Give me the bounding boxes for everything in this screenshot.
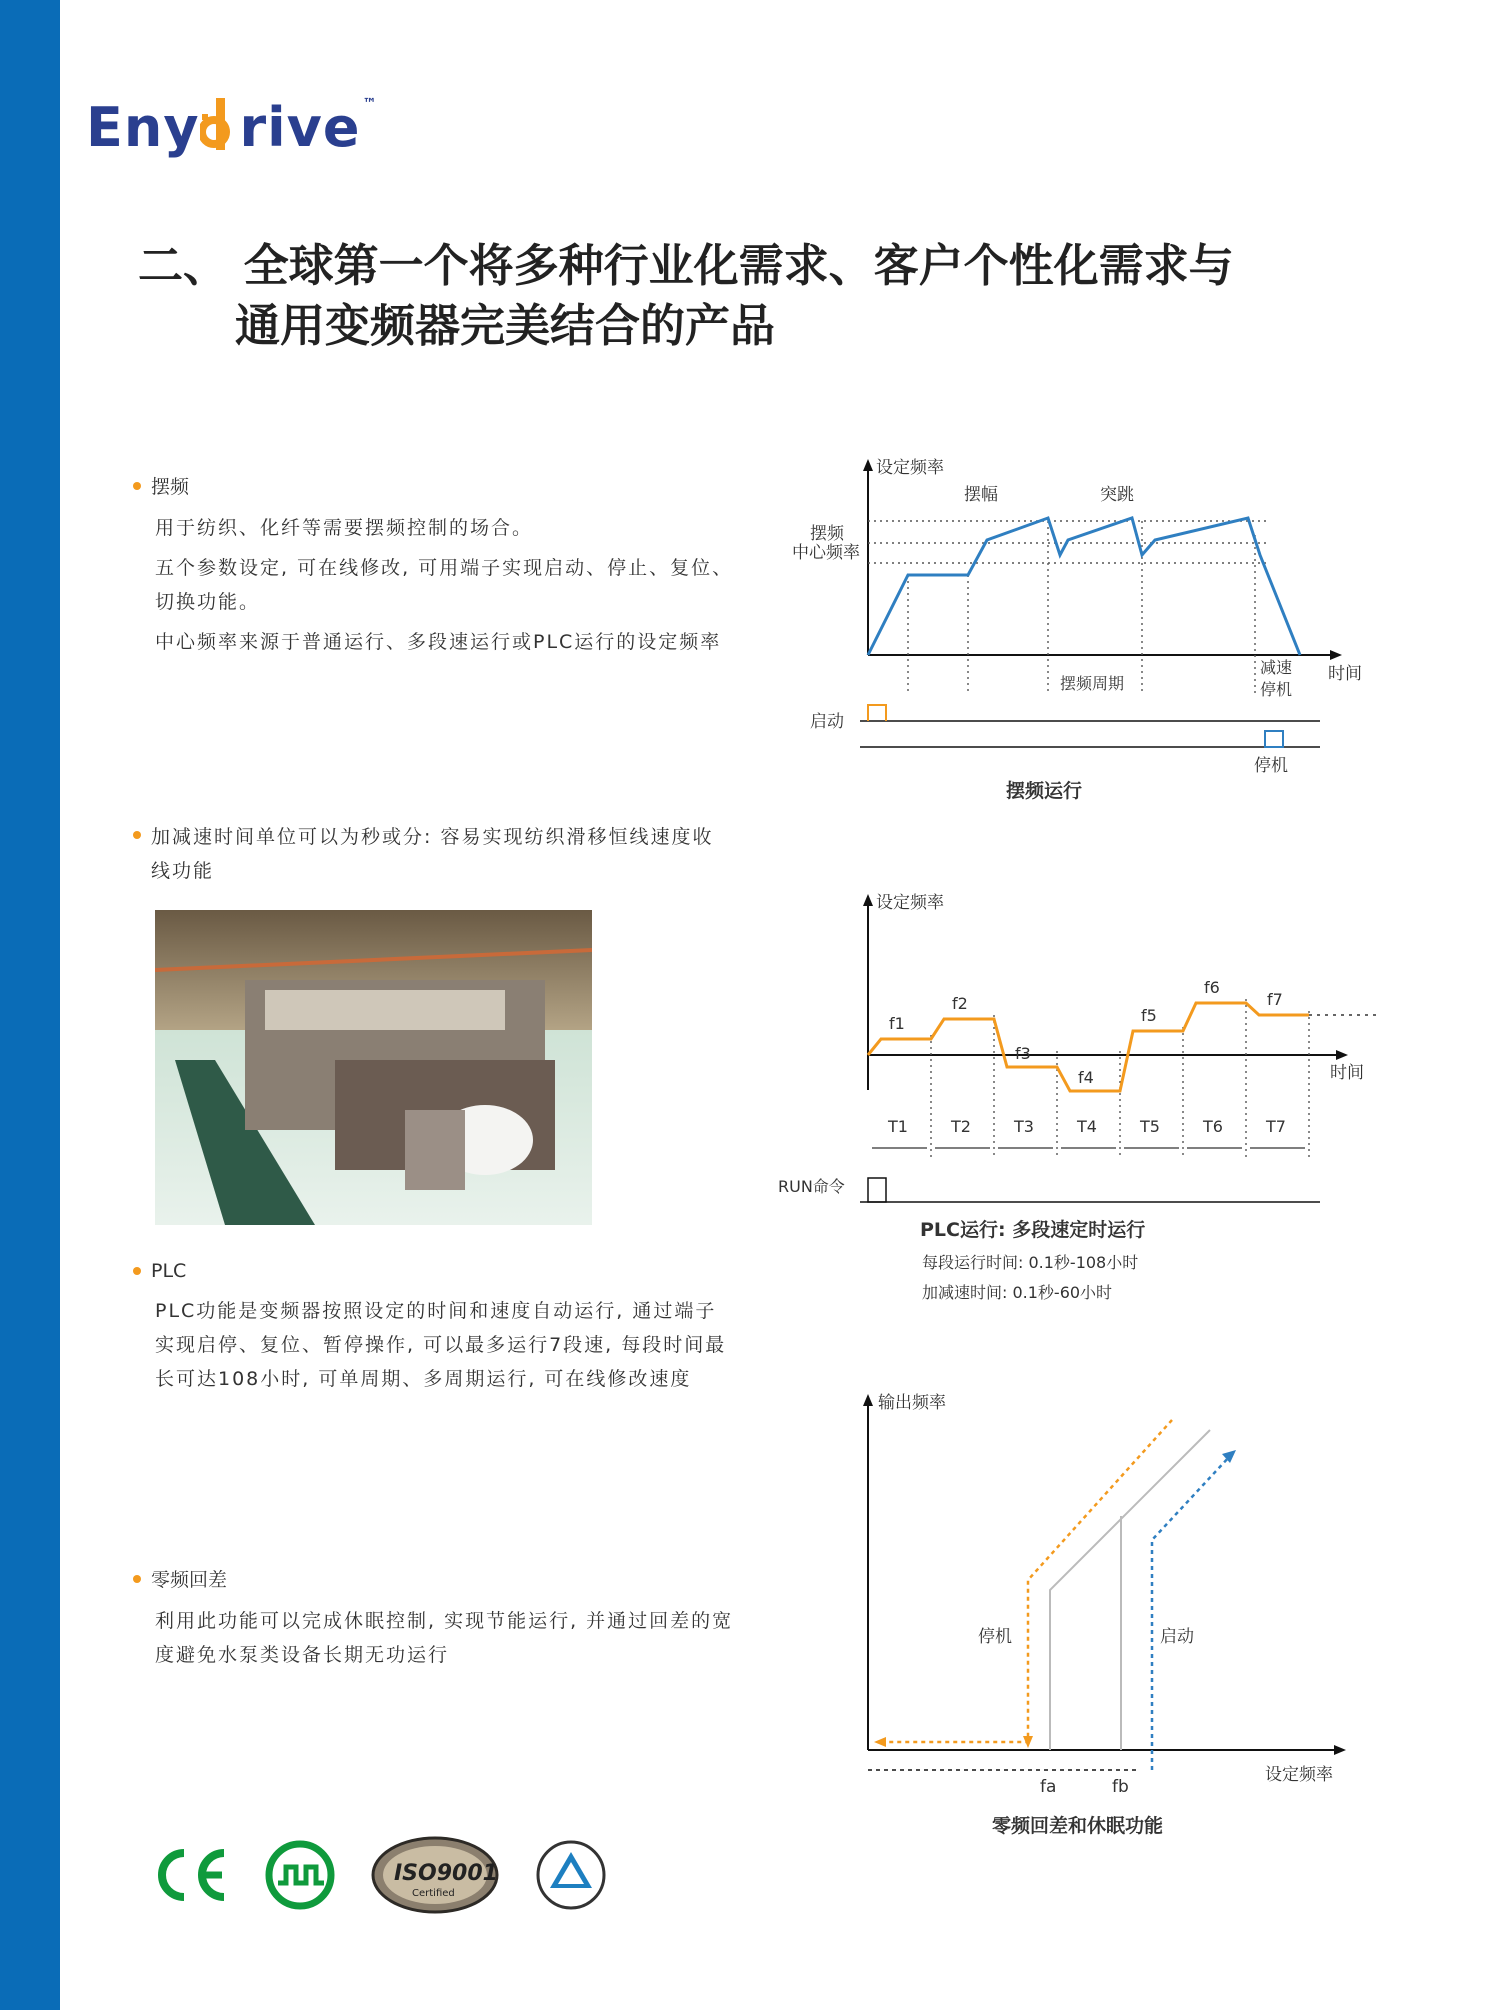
period-label-T6: T6 — [1203, 1117, 1223, 1136]
hysteresis-chart-svg — [760, 1380, 1380, 1850]
center-freq-label-1: 摆频 — [810, 524, 844, 544]
swing-chart-svg — [760, 455, 1380, 815]
stop-label: 停机 — [978, 1627, 1012, 1647]
level-label-f5: f5 — [1141, 1006, 1157, 1025]
period-label-T3: T3 — [1014, 1117, 1034, 1136]
plc-chart-title: PLC运行: 多段速定时运行 — [920, 1219, 1146, 1241]
svg-text:时间: 时间 — [1330, 1063, 1364, 1083]
bullet-dot — [133, 1575, 141, 1583]
chart-zero-hysteresis — [760, 1380, 1380, 1854]
factory-paper-machine-photo — [155, 910, 592, 1225]
tuv-mark-icon — [534, 1838, 608, 1912]
level-label-f3: f3 — [1015, 1044, 1031, 1063]
left-blue-sidebar — [0, 0, 60, 2010]
stop-path-orange — [880, 1420, 1172, 1742]
bullet-dot — [133, 1267, 141, 1275]
start-pulse — [868, 705, 886, 721]
level-label-f2: f2 — [952, 994, 968, 1013]
iso9001-badge-icon — [370, 1835, 500, 1915]
jump-label: 突跳 — [1100, 485, 1134, 505]
ce-mark-icon — [150, 1845, 230, 1905]
hysteresis-chart-title: 零频回差和休眠功能 — [992, 1815, 1164, 1837]
page-title: 二、 全球第一个将多种行业化需求、客户个性化需求与 通用变频器完美结合的产品 — [138, 239, 1234, 352]
decel-label-1: 减速 — [1260, 658, 1293, 677]
chart-swing-frequency — [760, 455, 1380, 819]
swing-period-label: 摆频周期 — [1060, 674, 1125, 693]
start-path-blue — [1152, 1456, 1230, 1770]
period-label-T1: T1 — [888, 1117, 908, 1136]
y-axis-label: 设定频率 — [876, 458, 944, 478]
section-swing: 摆频 用于纺织、化纤等需要摆频控制的场合。 五个参数设定, 可在线修改, 可用端子实现启动、停止、复位、切换功能。 中心频率来源于普通运行、多段速运行或PLC运行的设定频率 — [133, 472, 735, 665]
period-label-T2: T2 — [951, 1117, 971, 1136]
swing-amplitude-label: 摆幅 — [964, 485, 998, 505]
bullet-dot — [133, 482, 141, 490]
svg-text:ISO9001: ISO9001 — [394, 1861, 498, 1886]
bullet-dot — [133, 831, 141, 839]
svg-text:输出频率: 输出频率 — [878, 1393, 946, 1413]
level-label-f1: f1 — [889, 1014, 905, 1033]
plc-note-2: 加减速时间: 0.1秒-60小时 — [922, 1283, 1113, 1302]
level-label-f7: f7 — [1267, 990, 1283, 1009]
period-label-T5: T5 — [1140, 1117, 1160, 1136]
start-label: 启动 — [1160, 1627, 1194, 1647]
section-plc: PLC PLC功能是变频器按照设定的时间和速度自动运行, 通过端子实现启停、复位、暂停操作, 可以最多运行7段速, 每段时间最长可达108小时, 可单周期、多周期运行, 可在线修改速度 — [133, 1260, 735, 1402]
logo-gear-d-icon — [200, 98, 240, 154]
stop-signal-label: 停机 — [1254, 756, 1288, 776]
svg-text:设定频率: 设定频率 — [1265, 1765, 1333, 1785]
section-accel: 加减速时间单位可以为秒或分: 容易实现纺织滑移恒线速度收线功能 — [133, 820, 731, 900]
plc-note-1: 每段运行时间: 0.1秒-108小时 — [922, 1253, 1139, 1272]
swing-frequency-line — [868, 518, 1300, 655]
level-label-f4: f4 — [1078, 1068, 1094, 1087]
svg-text:设定频率: 设定频率 — [876, 893, 944, 913]
certification-logos — [150, 1835, 608, 1915]
fa-label: fa — [1040, 1777, 1057, 1797]
period-label-T7: T7 — [1266, 1117, 1286, 1136]
x-axis-arrow — [1330, 650, 1342, 660]
stop-pulse — [1265, 731, 1283, 747]
section-zero-hysteresis: 零频回差 利用此功能可以完成休眠控制, 实现节能运行, 并通过回差的宽度避免水泵类设备长期无功运行 — [133, 1565, 735, 1678]
decel-label-2: 停机 — [1260, 680, 1293, 699]
fb-label: fb — [1112, 1777, 1129, 1797]
run-command-label: RUN命令 — [778, 1177, 845, 1196]
ccc-mark-icon — [264, 1839, 336, 1911]
x-axis-label: 时间 — [1328, 664, 1362, 684]
svg-text:Certified: Certified — [412, 1888, 455, 1899]
y-axis-arrow — [863, 459, 873, 471]
center-freq-label-2: 中心频率 — [792, 543, 860, 563]
period-label-T4: T4 — [1077, 1117, 1097, 1136]
start-signal-label: 启动 — [810, 712, 844, 732]
plc-chart-svg — [760, 890, 1380, 1320]
chart-title: 摆频运行 — [1006, 780, 1083, 802]
enydrive-logo: Eny rive ™ — [86, 96, 378, 159]
level-label-f6: f6 — [1204, 978, 1220, 997]
chart-plc-run — [760, 890, 1380, 1324]
